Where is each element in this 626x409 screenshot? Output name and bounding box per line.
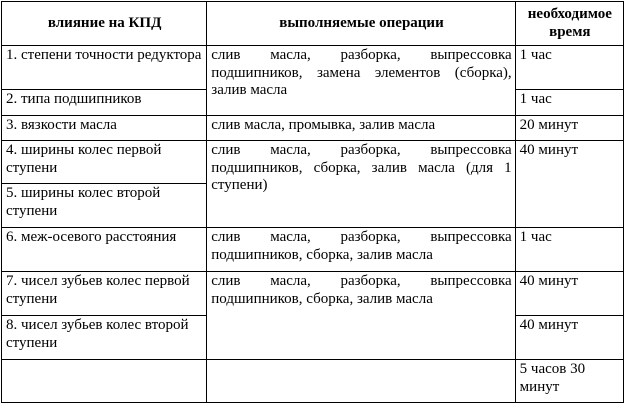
header-influence: влияние на КПД (2, 2, 207, 46)
table-row (2, 141, 624, 184)
operations-cell: слив масла, разборка, выпрессовка подшипников, сборка, залив масла (для 1 ступени) (207, 141, 515, 228)
time-cell: 40 минут (515, 141, 623, 228)
factor-cell: 5. ширины колес второй ступени (2, 184, 207, 228)
table-row (2, 228, 624, 272)
time-cell: 40 минут (515, 272, 623, 316)
empty-cell (2, 360, 207, 403)
time-cell: 1 час (515, 46, 623, 90)
factor-cell: 2. типа подшипников (2, 90, 207, 116)
header-row (2, 2, 624, 46)
total-time-cell: 5 часов 30 минут (515, 360, 623, 403)
header-time: необходимое время (515, 2, 623, 46)
operations-cell: слив масла, разборка, выпрессовка подшипников, замена элементов (сборка), залив масла (207, 46, 515, 116)
factor-cell: 1. степени точности редуктора (2, 46, 207, 90)
empty-cell (207, 360, 515, 403)
factor-cell: 6. меж-осевого расстояния (2, 228, 207, 272)
header-operations: выполняемые операции (207, 2, 515, 46)
operations-cell: слив масла, разборка, выпрессовка подшипников, сборка, залив масла (207, 272, 515, 360)
operations-cell: слив масла, разборка, выпрессовка подшипников, сборка, залив масла (207, 228, 515, 272)
operations-cell: слив масла, промывка, залив масла (207, 116, 515, 141)
time-cell: 1 час (515, 228, 623, 272)
factor-cell: 4. ширины колес первой ступени (2, 141, 207, 184)
time-cell: 40 минут (515, 316, 623, 360)
table-row (2, 116, 624, 141)
time-cell: 1 час (515, 90, 623, 116)
factor-cell: 7. чисел зубьев колес первой ступени (2, 272, 207, 316)
kpd-operations-table (1, 1, 624, 403)
table-row (2, 272, 624, 316)
factor-cell: 3. вязкости масла (2, 116, 207, 141)
time-cell: 20 минут (515, 116, 623, 141)
factor-cell: 8. чисел зубьев колес второй ступени (2, 316, 207, 360)
table-row (2, 46, 624, 90)
total-row (2, 360, 624, 403)
